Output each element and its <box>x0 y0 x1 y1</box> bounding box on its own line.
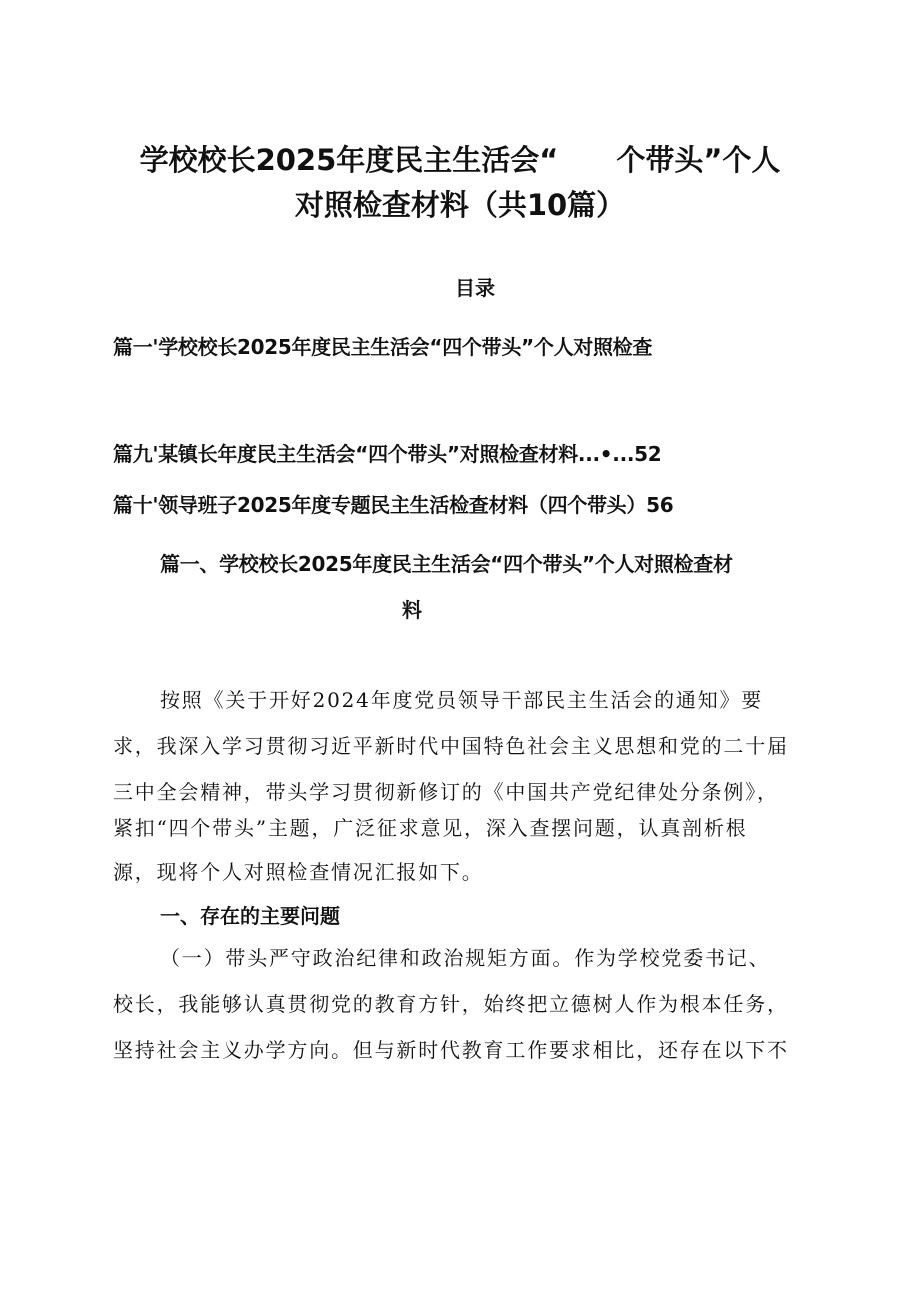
intro-line-2: 求，我深入学习贯彻习近平新时代中国特色社会主义思想和党的二十届 <box>113 734 789 758</box>
section-title-line-1: 篇一、学校校长2025年度民主生活会“四个带头”个人对照检查材 <box>160 552 733 576</box>
paragraph-line-3: 坚持社会主义办学方向。但与新时代教育工作要求相比，还存在以下不 <box>113 1038 789 1062</box>
toc-item-1: 篇一'学校校长2025年度民主生活会“四个带头”个人对照检查 <box>113 335 653 359</box>
document-title-line-1: 学校校长2025年度民主生活会“ 个带头”个人 <box>139 143 781 177</box>
toc-heading: 目录 <box>455 276 495 300</box>
intro-line-1: 按照《关于开好2024年度党员领导干部民主生活会的通知》要 <box>160 688 764 712</box>
intro-line-3: 三中全会精神，带头学习贯彻新修订的《中国共产党纪律处分条例》， <box>113 780 779 804</box>
intro-line-5: 源，现将个人对照检查情况汇报如下。 <box>113 860 484 884</box>
document-title-line-2: 对照检查材料（共10篇） <box>294 188 626 222</box>
toc-item-9: 篇九'某镇长年度民主生活会“四个带头”对照检查材料...•...52 <box>113 442 662 466</box>
toc-item-10: 篇十'领导班子2025年度专题民主生活检查材料（四个带头）56 <box>113 493 674 517</box>
paragraph-line-2: 校长，我能够认真贯彻党的教育方针，始终把立德树人作为根本任务， <box>113 992 789 1016</box>
intro-line-4: 紧扣“四个带头”主题，广泛征求意见，深入查摆问题，认真剖析根 <box>113 816 748 840</box>
paragraph-line-1: （一）带头严守政治纪律和政治规矩方面。作为学校党委书记、 <box>160 946 771 970</box>
section-heading-1: 一、存在的主要问题 <box>160 904 340 928</box>
section-title-line-2: 料 <box>402 598 422 622</box>
